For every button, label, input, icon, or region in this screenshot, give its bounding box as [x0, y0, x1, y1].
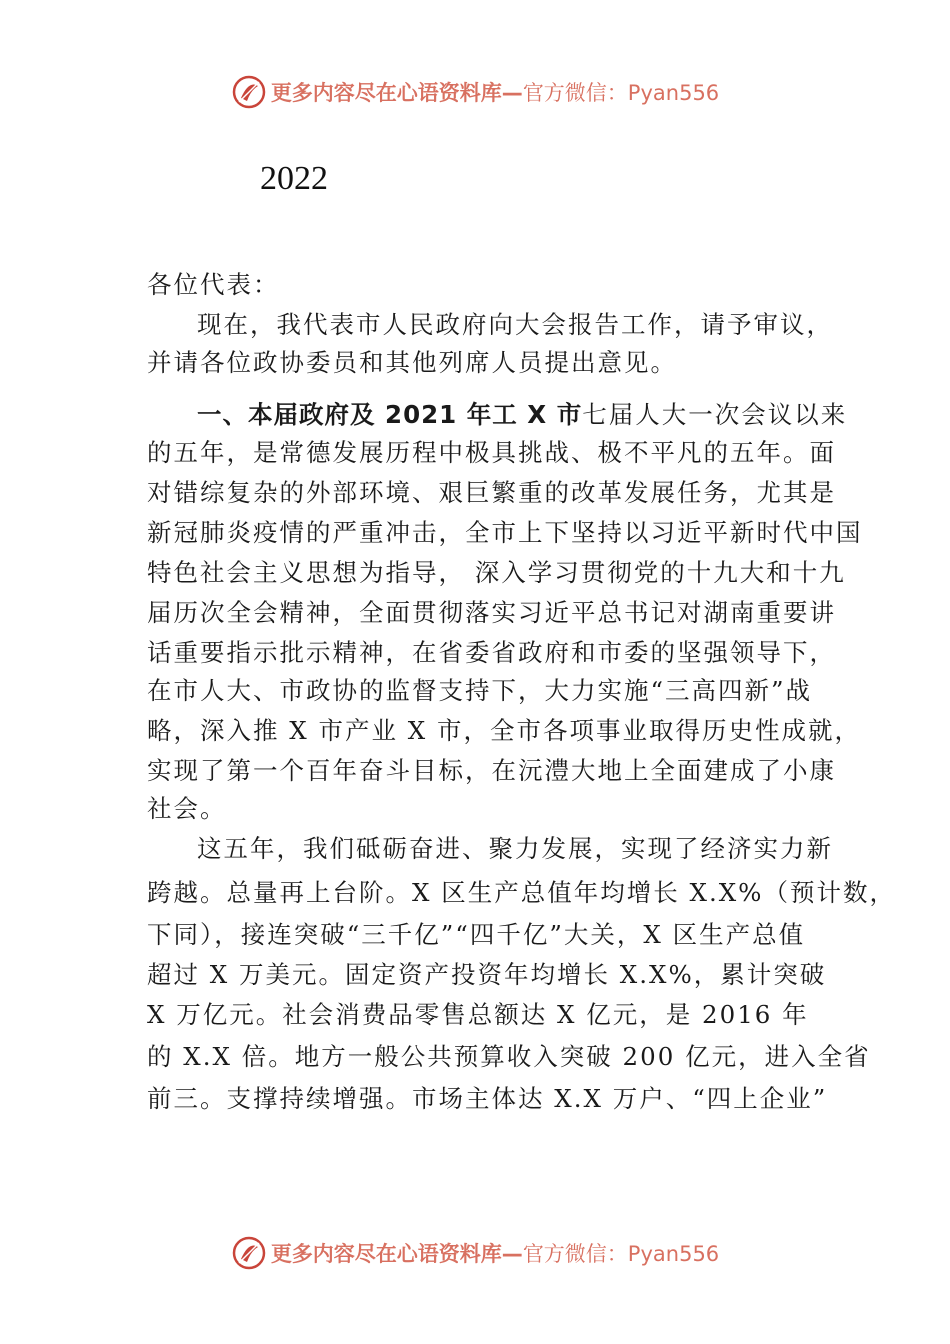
body-line-text: 社会。: [147, 794, 227, 823]
body-line: [147, 714, 861, 748]
body-line-text: 在市人大、市政协的监督支持下，大力实施“三高四新”战: [147, 676, 813, 705]
body-line: [147, 958, 826, 992]
body-line-text: 实现了第一个百年奋斗目标，在沅澧大地上全面建成了小康: [147, 756, 836, 785]
body-line-text: 下同），接连突破“三千亿”“四千亿”大关，X 区生产总值: [147, 920, 806, 949]
body-line: [147, 674, 812, 708]
body-line-text: 的 X.X 倍。地方一般公共预算收入突破 200 亿元，进入全省: [147, 1042, 871, 1071]
body-line-text: 特色社会主义思想为指导， 深入学习贯彻党的十九大和十九: [147, 558, 846, 587]
banner-brand-text: 更多内容尽在心语资料库—: [270, 81, 523, 105]
banner-wechat-text: 官方微信：Pyan556: [522, 1242, 720, 1266]
body-line: [147, 998, 809, 1032]
body-line-text: 届历次全会精神，全面贯彻落实习近平总书记对湖南重要讲: [147, 598, 836, 627]
body-line: [147, 1082, 827, 1116]
body-line: [197, 308, 833, 342]
body-line-text: 这五年，我们砥砺奋进、聚力发展，实现了经济实力新: [197, 834, 833, 863]
body-line: [147, 1040, 871, 1074]
header-watermark-banner: [0, 72, 950, 112]
body-line: [197, 398, 847, 432]
body-line: [147, 268, 280, 302]
body-line: [147, 792, 227, 826]
body-line: [147, 596, 836, 630]
body-line: [147, 556, 846, 590]
body-line-text: 现在，我代表市人民政府向大会报告工作，请予审议，: [197, 310, 833, 339]
body-line-text: 新冠肺炎疫情的严重冲击，全市上下坚持以习近平新时代中国: [147, 518, 863, 547]
body-line-text: 略，深入推 X 市产业 X 市，全市各项事业取得历史性成就，: [147, 716, 862, 745]
body-line: [147, 918, 805, 952]
body-line: [147, 346, 677, 380]
banner-wechat-text: 官方微信：Pyan556: [522, 81, 720, 105]
body-line: [147, 876, 896, 910]
body-line: [147, 476, 836, 510]
body-line-text: 各位代表：: [147, 270, 280, 299]
body-line-text: 话重要指示批示精神，在省委省政府和市委的坚强领导下，: [147, 638, 836, 667]
body-line: [147, 754, 836, 788]
banner-brand-text: 更多内容尽在心语资料库—: [270, 1242, 523, 1266]
body-line-text: 的五年，是常德发展历程中极具挑战、极不平凡的五年。面: [147, 438, 836, 467]
body-line: [147, 516, 863, 550]
document-year: 2022: [260, 160, 328, 197]
body-line-text: 对错综复杂的外部环境、艰巨繁重的改革发展任务，尤其是: [147, 478, 836, 507]
body-line-text: 七届人大一次会议以来: [582, 400, 848, 429]
body-line-text: 超过 X 万美元。固定资产投资年均增长 X.X%，累计突破: [147, 960, 827, 989]
body-line-text: 跨越。总量再上台阶。X 区生产总值年均增长 X.X%（预计数，: [147, 878, 896, 907]
brand-logo-icon: [231, 74, 267, 110]
body-line-text: 前三。支撑持续增强。市场主体达 X.X 万户、“四上企业”: [147, 1084, 828, 1113]
body-line-text: 并请各位政协委员和其他列席人员提出意见。: [147, 348, 677, 377]
body-line: [147, 636, 836, 670]
body-line: [147, 436, 836, 470]
body-line-text: X 万亿元。社会消费品零售总额达 X 亿元，是 2016 年: [147, 1000, 809, 1029]
body-line: [197, 832, 833, 866]
footer-watermark-banner: [0, 1233, 950, 1273]
brand-logo-icon: [231, 1235, 267, 1271]
section-heading: 一、本届政府及 2021 年工 X 市: [197, 400, 583, 429]
